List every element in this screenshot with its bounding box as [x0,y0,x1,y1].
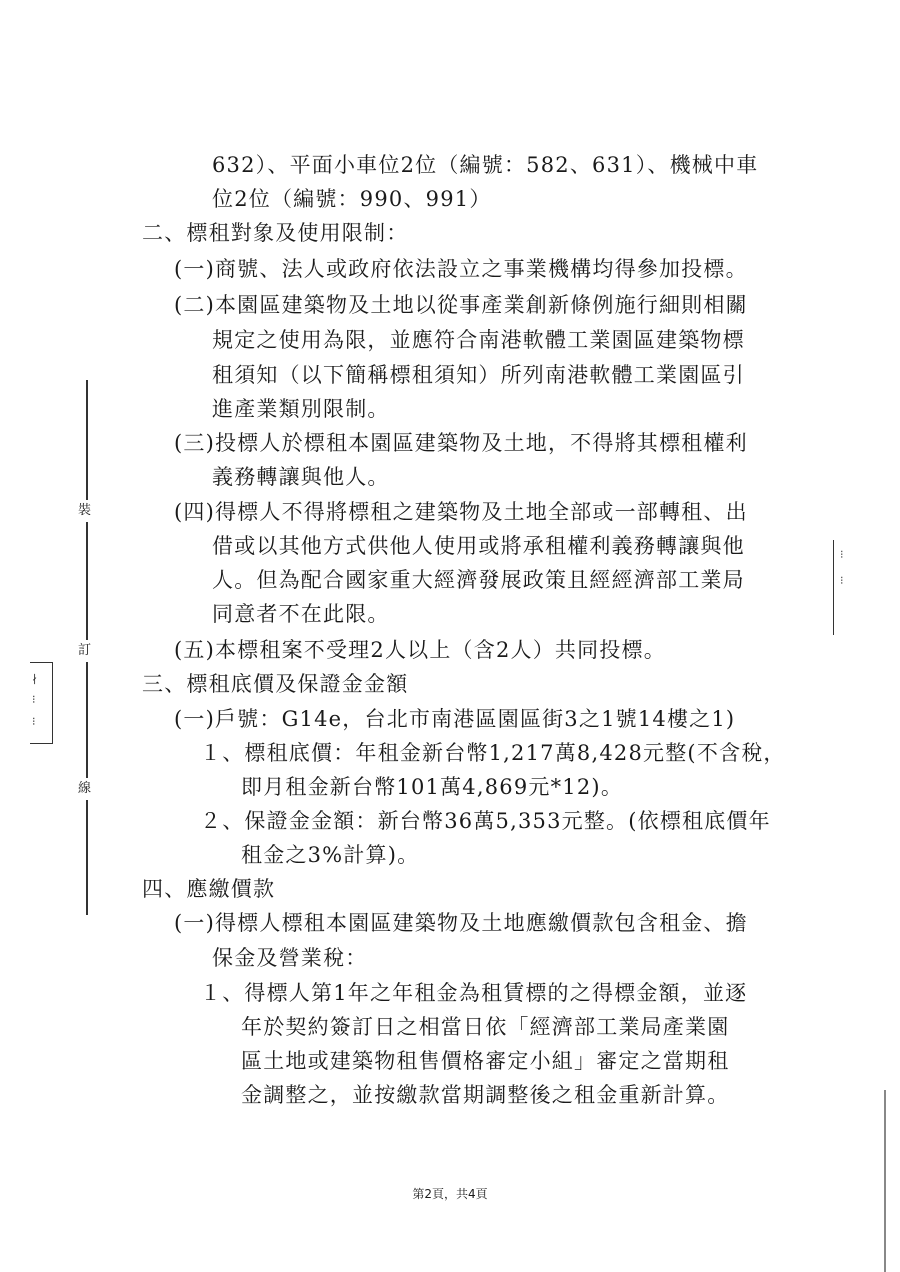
text-line: (三)投標人於標租本園區建築物及土地，不得將其標租權利 [174,431,748,455]
section-heading: 四、應繳價款 [142,877,276,901]
binding-mark-zhuang: 裝 [78,500,91,522]
binding-mark-ding: 訂 [78,640,91,662]
text-line: 人。但為配合國家重大經濟發展政策且經經濟部工業局 [212,568,745,592]
text-line: ２、保證金金額：新台幣36萬5,353元整。(依標租底價年 [200,809,771,833]
section-heading: 三、標租底價及保證金金額 [142,672,409,696]
text-line: (四)得標人不得將標租之建築物及土地全部或一部轉租、出 [174,500,748,524]
text-line: 同意者不在此限。 [212,602,390,626]
text-line: (一)商號、法人或政府依法設立之事業機構均得參加投標。 [174,257,748,281]
binding-mark-xian: 線 [78,778,91,800]
text-line: (二)本園區建築物及土地以從事產業創新條例施行細則相關 [174,293,748,317]
text-line: 632）、平面小車位2位（編號：582、631）、機械中車 [212,153,759,177]
text-line: 位2位（編號：990、991） [212,187,492,211]
text-line: １、得標人第1年之年租金為租賃標的之得標金額，並逐 [200,981,748,1005]
text-line: 進產業類別限制。 [212,397,390,421]
text-line: 保金及營業稅： [212,946,368,970]
page-footer: 第2頁，共4頁 [412,1187,488,1201]
text-line: (五)本標租案不受理2人以上（含2人）共同投標。 [174,638,666,662]
text-line: 借或以其他方式供他人使用或將承租權利義務轉讓與他 [212,534,745,558]
text-line: 年於契約簽訂日之相當日依「經濟部工業局產業園 [241,1015,730,1039]
text-line: 租須知（以下簡稱標租須知）所列南港軟體工業園區引 [212,363,745,387]
text-line: (一)戶號：G14e，台北市南港區園區街3之1號14樓之1) [174,707,736,731]
scan-edge-line [884,1090,886,1272]
text-line: 即月租金新台幣101萬4,869元*12)。 [241,775,624,799]
section-heading: 二、標租對象及使用限制： [142,221,409,245]
text-line: 租金之3%計算)。 [241,843,420,867]
left-seal-stamp: ∤ ⁝ ⁝ [30,662,53,744]
text-line: 義務轉讓與他人。 [212,465,390,489]
text-line: 規定之使用為限，並應符合南港軟體工業園區建築物標 [212,328,745,352]
text-line: 區土地或建築物租售價格審定小組」審定之當期租 [241,1049,730,1073]
text-line: １、標租底價：年租金新台幣1,217萬8,428元整(不含稅， [200,741,786,765]
text-line: 金調整之，並按繳款當期調整後之租金重新計算。 [241,1083,730,1107]
right-seal-stamp: ⁝ ⁝ [833,540,856,635]
text-line: (一)得標人標租本園區建築物及土地應繳價款包含租金、擔 [174,911,748,935]
